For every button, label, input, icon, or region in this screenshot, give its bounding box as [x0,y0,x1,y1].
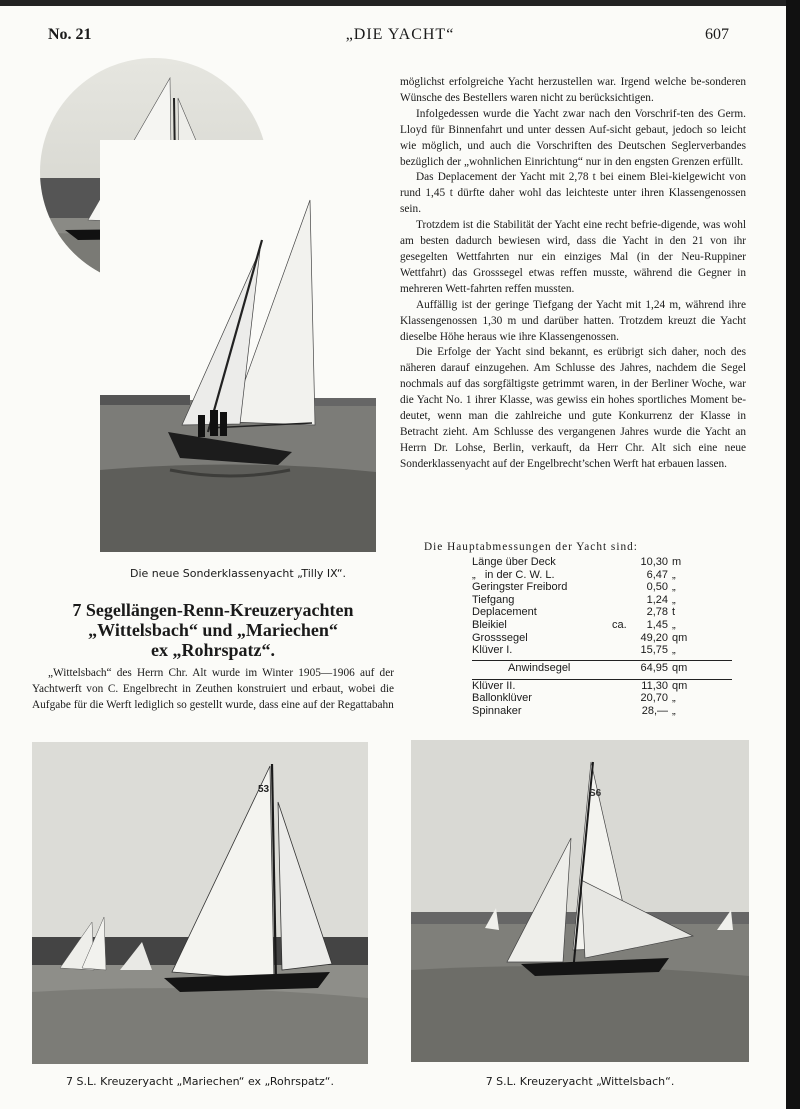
spec-row [472,619,732,632]
spec-value: 6,47 [646,568,668,581]
spec-sum-value: 64,95 [640,661,668,674]
spec-row [472,692,732,705]
specs-heading: Die Hauptabmessungen der Yacht sind: [424,541,638,553]
article-title-line-3: ex „Rohrspatz“. [151,640,275,660]
magazine-title: „DIE YACHT“ [345,26,455,43]
article-intro-left [32,666,394,714]
spec-qualifier: ca. [612,618,627,631]
top-photo-caption: Die neue Sonderklassenyacht „Tilly IX“. [129,567,347,580]
spec-value: 11,30 [641,679,668,692]
spec-row [472,705,732,718]
spec-row [472,569,732,582]
spec-unit: t [672,606,676,619]
paragraph-successes: Die Erfolge der Yacht sind bekannt, es erübrigt sich daher, noch des näheren darauf einzugehen. Am Schlusse des Jahres, nachdem die Segel nochmals auf das sorgfältigste getrimmt waren, in der Berliner Woche, war die Yacht No. 1 ihrer Klasse, was gewiss ein hohes sportliches Moment be-deutet, wenn man die zahlreiche und gute Konkurrenz der Klasse in Betracht zieht. Am Schlusse des vergangenen Jahres wurde die Yacht an Herrn Dr. Lohse, Berlin, verkauft, da Herr Chr. Alt sich eine neue Sonderklassenyacht auf der Engelbrecht’schen Werft hat erbauen lassen. [400,346,746,470]
scan-top-edge [0,0,800,6]
spec-value: 15,75 [640,644,668,657]
spec-value: 1,24 [646,593,668,606]
spec-unit: „ [672,568,676,581]
spec-unit: „ [672,581,676,594]
article-title-line-2: „Wittelsbach“ und „Mariechen“ [88,620,338,640]
spec-value: 1,45 [646,618,668,631]
spec-value: 49,20 [640,631,668,644]
scan-right-edge [786,0,800,1109]
mariechen-photo [32,742,368,1064]
paragraph-construction: Infolgedessen wurde die Yacht zwar nach den Vorschrif-ten des Germ. Lloyd für Binnenfahrt und unter dessen Auf-sicht gebaut, jedoch so leicht wie möglich, und auch die Vorschriften des Deutschen Seglerverbandes bezüglich der „wohnlichen Einrichtung“ nur in den engsten Grenzen erfüllt. [400,107,746,168]
page-number: 607 [705,26,729,43]
paragraph-draft: Auffällig ist der geringe Tiefgang der Yacht mit 1,24 m, während ihre Klassengenossen 1,30 m und darüber hatten. Trotzdem kreuzt die Yacht dieselbe Höhe heraus wie ihre Klassengenossen. [400,298,746,343]
sail-number-left: 53 [258,784,270,795]
spec-unit: „ [672,644,676,657]
spec-row [472,632,732,645]
paragraph-displacement: Das Deplacement der Yacht mit 2,78 t bei einem Blei-kielgewicht von rund 1,45 t dürfte daher wohl das leichteste unter ihren Klassengenossen sein. [400,171,746,216]
paragraph-stability: Trotzdem ist die Stabilität der Yacht eine recht befrie-digende, was wohl am besten dadurch bewiesen wird, dass die Yacht in den 21 von ihr gesegelten Wettfahrten nur ein einziges Mal (in der Neu-Ruppiner Wettfahrt) das Grosssegel etwas reffen musste, während die Gegner in mehreren Wett-fahrten reffen mussten. [400,219,746,295]
spec-sum-unit: qm [672,661,688,674]
tilly-ix-main-photo [100,140,376,552]
spec-value: 10,30 [640,556,668,568]
spec-label: Spinnaker [472,704,522,717]
bottom-left-caption: 7 S.L. Kreuzeryacht „Mariechen“ ex „Rohrspatz“. [66,1075,334,1088]
spec-label: Grosssegel [472,631,528,644]
spec-unit: „ [672,593,676,606]
issue-number: No. 21 [48,26,92,43]
wittelsbach-photo [411,740,749,1062]
spec-label: Deplacement [472,606,537,619]
spec-row [472,644,732,657]
article-title [32,600,394,660]
spec-unit: m [672,556,682,568]
spec-row [472,606,732,619]
spec-unit: „ [672,704,676,717]
spec-label: Geringster Freibord [472,581,568,594]
spec-unit: qm [672,679,688,692]
spec-label: Bleikiel [472,618,507,631]
spec-unit: qm [672,631,688,644]
sail-number-right: S6 [589,788,602,799]
intro-paragraph: „Wittelsbach“ des Herrn Chr. Alt wurde im Winter 1905—1906 auf der Yachtwerft von C. Engelbrecht in Zeuthen konstruiert und erbaut, wobei die Aufgabe für die Werft lediglich so gestellt wurde, dass eine auf der Regattabahn [32,667,394,711]
spec-unit: „ [672,692,676,705]
spec-value: 0,50 [646,581,668,594]
bottom-right-caption: 7 S.L. Kreuzeryacht „Wittelsbach“. [485,1075,675,1088]
spec-value: 28,— [641,704,668,717]
spec-value: 20,70 [640,692,668,705]
article-right-column [400,75,746,473]
spec-row [472,581,732,594]
spec-row [472,679,732,693]
spec-sum-label: Anwindsegel [508,661,571,674]
spec-label: Ballonklüver [472,692,532,705]
spec-row [472,556,732,569]
spec-unit: „ [672,618,676,631]
spec-label: Klüver I. [472,644,513,657]
spec-label: Länge über Deck [472,556,556,568]
article-title-line-1: 7 Segellängen-Renn-Kreuzeryachten [72,600,354,620]
spec-label: „ in der C. W. L. [472,568,555,581]
specs-table [472,556,732,718]
spec-label: Klüver II. [472,679,516,692]
spec-row [472,594,732,607]
spec-value: 2,78 [646,606,668,619]
spec-label: Tiefgang [472,593,515,606]
paragraph-continuation: möglichst erfolgreiche Yacht herzustellen war. Irgend welche be-sonderen Wünsche des Bestellers waren nicht zu berücksichtigen. [400,76,746,104]
spec-sum-row [472,660,732,675]
